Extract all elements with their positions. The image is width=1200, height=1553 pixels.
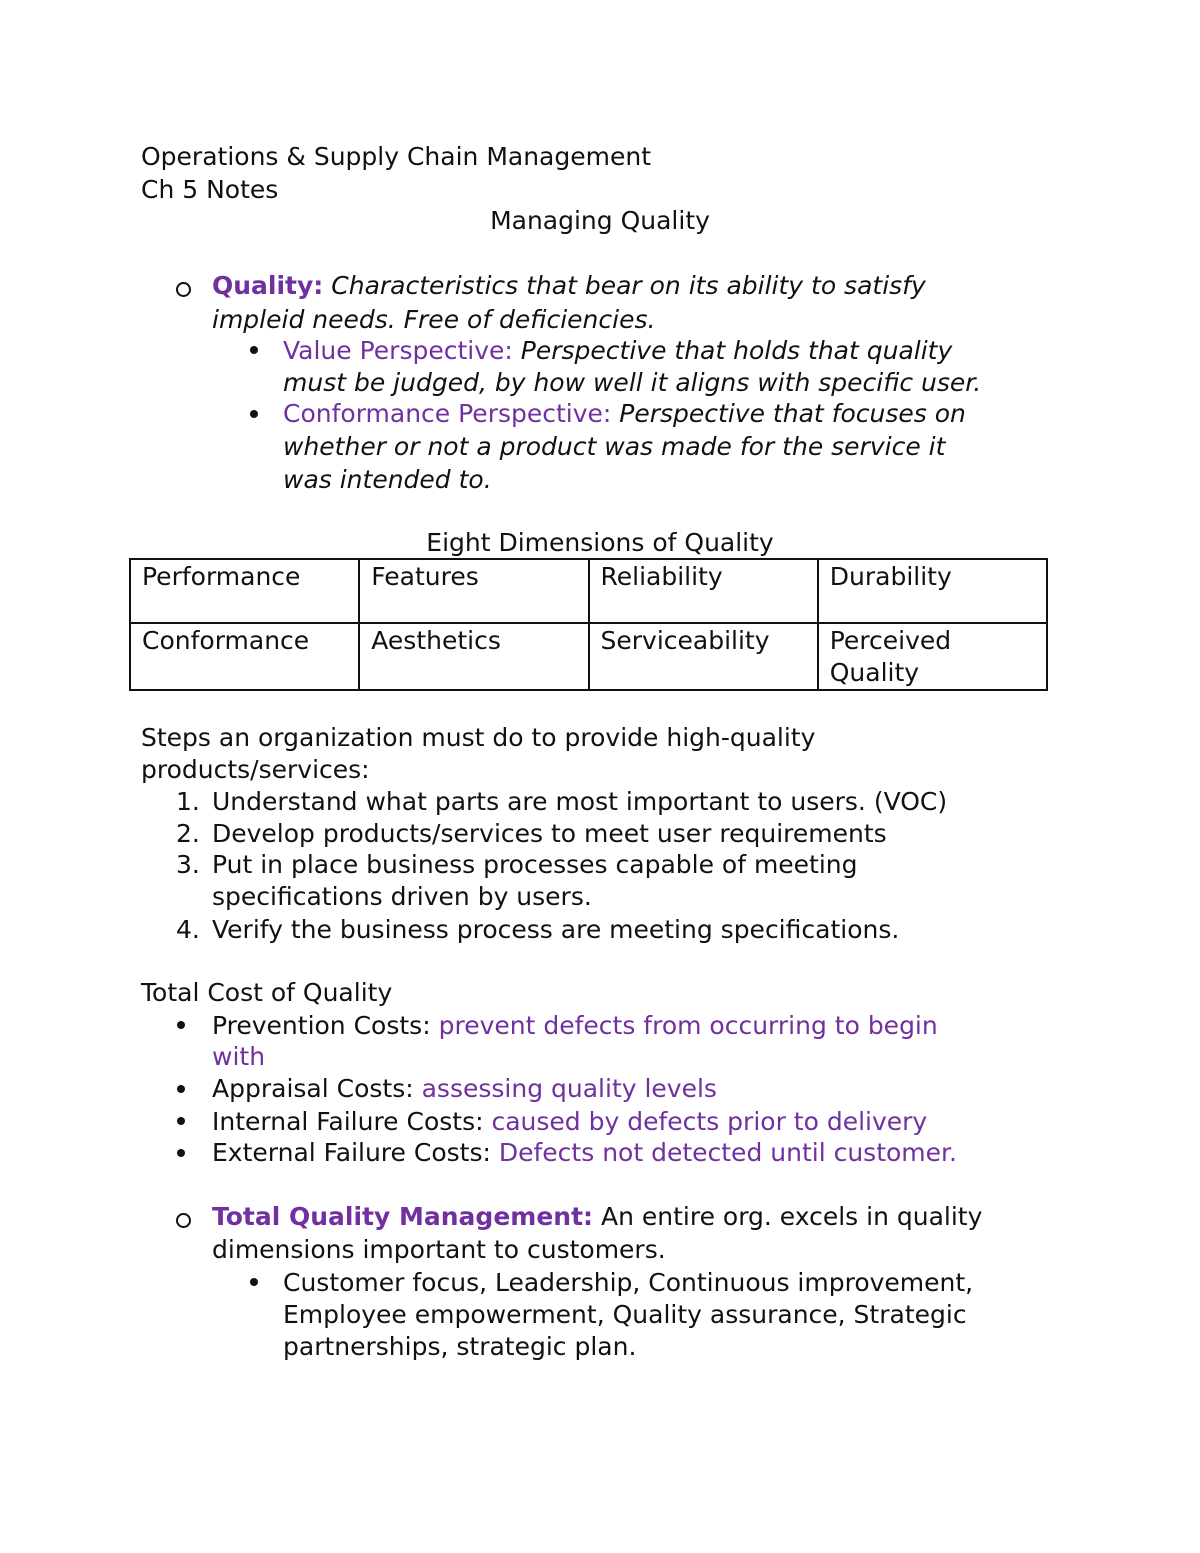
cost-item	[212, 1073, 717, 1105]
conformance-perspective-def-cont: whether or not a product was made for the service it	[283, 432, 946, 461]
quality-definition-text: Characteristics that bear on its ability to satisfy	[331, 271, 926, 300]
cost-item	[212, 1137, 957, 1169]
conformance-perspective-term: Conformance Perspective:	[283, 399, 612, 428]
list-number: 2.	[176, 819, 200, 848]
conformance-perspective	[283, 398, 966, 430]
tqm-definition-cont: dimensions important to customers.	[212, 1235, 666, 1264]
dimensions-table	[129, 558, 1048, 691]
table-cell: Features	[359, 559, 588, 623]
list-number: 1.	[176, 787, 200, 816]
course-title: Operations & Supply Chain Management	[141, 142, 652, 171]
chapter-label: Ch 5 Notes	[141, 175, 279, 204]
conformance-perspective-def-cont2: was intended to.	[283, 465, 492, 494]
table-cell: Conformance	[130, 623, 359, 690]
table-cell: Performance	[130, 559, 359, 623]
tqm-definition-text: An entire org. excels in quality	[600, 1202, 983, 1231]
cost-label: Prevention Costs:	[212, 1011, 431, 1040]
cost-title: Total Cost of Quality	[141, 978, 393, 1007]
steps-intro-cont: products/services:	[141, 755, 370, 784]
bullet-icon	[177, 1021, 185, 1029]
cost-label: External Failure Costs:	[212, 1138, 491, 1167]
list-item-cont: specifications driven by users.	[212, 882, 592, 911]
bullet-icon	[177, 1117, 185, 1125]
value-perspective	[283, 335, 952, 367]
tqm-elements: Customer focus, Leadership, Continuous improvement,	[283, 1268, 974, 1297]
value-perspective-def: Perspective that holds that quality	[520, 336, 953, 365]
list-item: Put in place business processes capable of meeting	[212, 850, 858, 879]
table-row	[130, 623, 1047, 690]
cost-item	[212, 1106, 927, 1138]
hollow-bullet-icon	[176, 282, 191, 297]
tqm-term: Total Quality Management:	[212, 1202, 594, 1231]
table-cell: Aesthetics	[359, 623, 588, 690]
bullet-icon	[177, 1149, 185, 1157]
page-title: Managing Quality	[490, 206, 710, 235]
cost-desc: caused by defects prior to delivery	[491, 1107, 928, 1136]
tqm-definition	[212, 1201, 982, 1233]
cost-desc: Defects not detected until customer.	[498, 1138, 957, 1167]
cost-label: Appraisal Costs:	[212, 1074, 414, 1103]
list-item: Develop products/services to meet user requirements	[212, 819, 887, 848]
bullet-icon	[177, 1085, 185, 1093]
bullet-icon	[250, 410, 258, 418]
value-perspective-term: Value Perspective:	[283, 336, 513, 365]
dimensions-caption: Eight Dimensions of Quality	[426, 528, 774, 557]
quality-definition	[212, 270, 926, 302]
quality-term: Quality:	[212, 271, 324, 300]
list-number: 3.	[176, 850, 200, 879]
quality-definition-cont: impleid needs. Free of deficiencies.	[212, 305, 656, 334]
cost-desc: prevent defects from occurring to begin	[438, 1011, 938, 1040]
bullet-icon	[250, 346, 258, 354]
table-cell: Perceived Quality	[818, 623, 1047, 690]
conformance-perspective-def: Perspective that focuses on	[619, 399, 966, 428]
cost-item	[212, 1010, 938, 1042]
bullet-icon	[250, 1278, 258, 1286]
table-row	[130, 559, 1047, 623]
value-perspective-def-cont: must be judged, by how well it aligns with specific user.	[283, 368, 982, 397]
cost-desc: assessing quality levels	[421, 1074, 717, 1103]
steps-intro: Steps an organization must do to provide high-quality	[141, 723, 816, 752]
list-item: Verify the business process are meeting specifications.	[212, 915, 900, 944]
hollow-bullet-icon	[176, 1213, 191, 1228]
cost-label: Internal Failure Costs:	[212, 1107, 484, 1136]
table-cell: Serviceability	[589, 623, 818, 690]
table-cell: Reliability	[589, 559, 818, 623]
cost-desc-cont: with	[212, 1042, 266, 1071]
list-item: Understand what parts are most important to users. (VOC)	[212, 787, 948, 816]
tqm-elements-cont: Employee empowerment, Quality assurance, Strategic	[283, 1300, 967, 1329]
tqm-elements-cont2: partnerships, strategic plan.	[283, 1332, 637, 1361]
list-number: 4.	[176, 915, 200, 944]
table-cell: Durability	[818, 559, 1047, 623]
